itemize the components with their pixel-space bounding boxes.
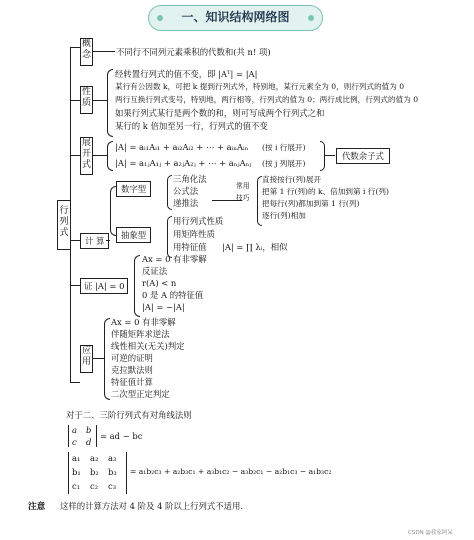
application-linear-dependence: 线性相关(无关)判定 xyxy=(111,341,185,351)
numeric-methods-brace xyxy=(167,175,172,210)
property-4: 如果行列式某行是两个数的和，则可写成两个行列式之和 xyxy=(115,108,325,118)
connector xyxy=(70,100,80,101)
det3-cell: c₁ xyxy=(72,481,81,491)
det2-cell: a xyxy=(72,425,77,435)
row-expansion-note: (按 i 行展开) xyxy=(262,143,306,152)
tip-add-multiple: 把第 1 行(列)的 k、倍加到第 i 行(列) xyxy=(262,187,389,196)
connector xyxy=(93,51,115,52)
numeric-type-node: 数字型 xyxy=(116,181,151,197)
spine-line xyxy=(70,47,71,382)
det3-cell: a₃ xyxy=(108,453,117,463)
note-text: 这样的计算方法对 4 阶及 4 阶以上行列式不适用. xyxy=(60,501,244,511)
method-recursion: 递推法 xyxy=(173,198,199,208)
application-quadratic-form: 二次型正定判定 xyxy=(111,389,170,399)
application-adjoint-inverse: 伴随矩阵求逆法 xyxy=(111,329,170,339)
properties-node: 性 质 xyxy=(80,86,93,114)
row-expansion-formula: |A| = aᵢ₁Aᵢ₁ + aᵢ₂Aᵢ₂ + ⋯ + aᵢₙAᵢₙ xyxy=(115,142,249,152)
connector xyxy=(93,358,104,359)
abstract-item-properties: 用行列式性质 xyxy=(173,216,224,226)
column-expansion-formula: |A| = a₁ⱼA₁ⱼ + a₂ⱼA₂ⱼ + ⋯ + aₙⱼAₙⱼ xyxy=(115,158,252,168)
connector xyxy=(70,382,80,383)
property-3: 两行互换行列式变号，特别地，两行相等，行列式的值为 0；两行成比例，行列式的值为 0 xyxy=(115,95,419,104)
det3-cell: a₂ xyxy=(90,453,99,463)
concept-text: 不同行不同列元素乘积的代数和(共 n! 项) xyxy=(116,47,271,57)
proof-item-contradiction: 反证法 xyxy=(142,266,168,276)
det3-cell: c₂ xyxy=(90,481,99,491)
det3-cell: b₁ xyxy=(72,467,81,477)
eigenvalue-product-formula: |A| = ∏ λᵢ，相似 xyxy=(222,242,288,252)
concept-node: 概 念 xyxy=(80,38,93,66)
property-2: 某行有公因数 k，可把 k 提到行列式外，特别地，某行元素全为 0，则行列式的值为 0 xyxy=(115,82,405,91)
applications-node: 应 用 xyxy=(80,345,93,373)
abstract-type-node: 抽象型 xyxy=(116,227,151,243)
application-invertibility: 可逆的证明 xyxy=(111,353,153,363)
applications-brace xyxy=(104,318,110,400)
common-techniques-label: 常用 技巧 xyxy=(236,182,250,202)
column-expansion-note: (按 j 列展开) xyxy=(262,159,306,168)
proof-item-negation: |A| = −|A| xyxy=(142,302,185,312)
det3-cell: b₃ xyxy=(108,467,117,477)
det2-cell: d xyxy=(86,437,92,447)
tip-add-all-rows: 把每行(列)都加到第 1 行(列) xyxy=(262,199,360,208)
diagonal-rule-intro: 对于二、三阶行列式有对角线法则 xyxy=(66,410,192,420)
application-nonzero-solution: Ax = 0 有非零解 xyxy=(111,317,176,327)
method-formula: 公式法 xyxy=(173,186,199,196)
root-node: 行 列 式 xyxy=(57,200,71,250)
det2-left-bar xyxy=(68,425,69,447)
connector xyxy=(93,100,107,101)
proof-item-eigenvalue: 0 是 A 的特征值 xyxy=(142,290,204,300)
cofactor-tag: 代数余子式 xyxy=(336,148,390,164)
property-5: 某行的 k 倍加至另一行，行列式的值不变 xyxy=(115,121,268,131)
proof-item-rank: r(A) < n xyxy=(142,278,177,288)
det2-result: = ad − bc xyxy=(100,431,143,441)
proof-brace xyxy=(134,255,140,317)
det3-cell: a₁ xyxy=(72,453,81,463)
application-cramer: 克拉默法则 xyxy=(111,365,153,375)
property-1: 经转置行列式的值不变，即 |Aᵀ| = |A| xyxy=(115,69,258,79)
watermark: CSDN @我家阿呆 xyxy=(408,530,453,536)
method-triangularization: 三角化法 xyxy=(173,174,207,184)
expansion-right-brace xyxy=(320,141,325,171)
abstract-brace xyxy=(167,216,172,258)
tip-expand-row: 直接按行(列)展开 xyxy=(262,175,322,184)
connector xyxy=(93,155,107,156)
calculation-node: 计 算 xyxy=(80,233,109,249)
section-title-banner xyxy=(148,5,323,31)
connector xyxy=(325,155,335,156)
det3-result: = a₁b₂c₃ + a₂b₃c₁ + a₃b₁c₂ − a₃b₂c₁ − a₂b₁c₃ − a₁b₃c₂ xyxy=(130,467,332,476)
proof-item-nonzero-solution: Ax = 0 有非零解 xyxy=(142,254,207,264)
section-title: 一、知识结构网络图 xyxy=(181,10,290,24)
properties-brace xyxy=(107,69,113,137)
det3-right-bar xyxy=(126,452,127,494)
connector xyxy=(70,285,80,286)
connector xyxy=(106,240,110,241)
connector xyxy=(70,240,80,241)
proof-zero-node: 证 |A| = 0 xyxy=(80,278,128,294)
abstract-item-matrix: 用矩阵性质 xyxy=(173,229,215,239)
tip-successive-add: 逐行(列)相加 xyxy=(262,211,306,220)
connector xyxy=(70,155,80,156)
note-label: 注意 xyxy=(28,502,46,512)
det3-left-bar xyxy=(68,452,69,494)
det2-cell: c xyxy=(72,437,77,447)
det2-right-bar xyxy=(96,425,97,447)
application-eigenvalues: 特征值计算 xyxy=(111,377,153,387)
det3-cell: c₃ xyxy=(108,481,117,491)
connector xyxy=(70,47,80,48)
abstract-item-eigenvalues: 用特征值 xyxy=(173,242,207,252)
det3-cell: b₂ xyxy=(90,467,99,477)
expansion-node: 展 开 式 xyxy=(80,137,93,175)
det2-cell: b xyxy=(86,425,92,435)
expansion-brace xyxy=(107,141,113,171)
